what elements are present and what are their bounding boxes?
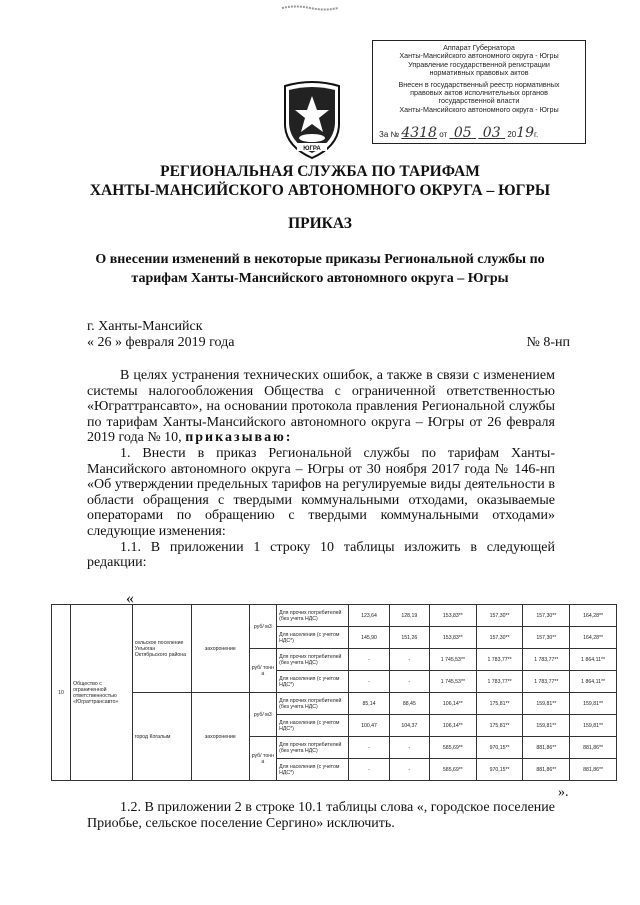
table-cell-value: 157,30**: [476, 627, 523, 649]
registration-stamp: [372, 40, 586, 144]
document-city: г. Ханты-Мансийск: [87, 319, 203, 334]
table-cell-consumer: Для населения (с учетом НДС*): [277, 671, 349, 693]
document-body-continued: [87, 800, 555, 832]
paragraph-item-1-2: 1.2. В приложении 2 в строке 10.1 таблицы слова «, городское поселение Приобье, сельское поселение Сергино» исключить.: [87, 800, 555, 831]
subject-line-1: О внесении изменений в некоторые приказы Региональной службы по: [95, 252, 545, 267]
coat-of-arms-emblem: [277, 80, 347, 160]
scan-smudge: [280, 4, 340, 12]
table-cell-value: 153,83**: [430, 627, 477, 649]
stamp-reg-number: 4318: [401, 124, 437, 141]
quote-close: ».: [558, 785, 569, 800]
table-cell-value: 881,86**: [523, 759, 570, 781]
stamp-reg-month: 03: [482, 124, 501, 141]
subject-line-2: тарифам Ханты-Мансийского автономного округа – Югры: [131, 271, 509, 286]
tariff-table: [51, 604, 617, 781]
stamp-line: Ханты-Мансийского автономного округа - Югры: [399, 51, 559, 61]
table-cell-value: 1 745,53**: [430, 671, 477, 693]
table-cell-consumer: Для населения (с учетом НДС*): [277, 627, 349, 649]
stamp-reg-suffix: г.: [534, 129, 539, 139]
table-cell-value: 123,64: [349, 605, 389, 627]
organization-line-2: ХАНТЫ-МАНСИЙСКОГО АВТОНОМНОГО ОКРУГА – ЮГРЫ: [89, 182, 551, 199]
table-cell-territory: город Когалым: [132, 693, 191, 781]
table-cell-activity: захоронение: [192, 605, 249, 693]
table-cell-row-number: 10: [52, 605, 71, 781]
quote-open: «: [126, 590, 134, 607]
table-cell-territory: сельское поселение Унъюган Октябрьского района: [132, 605, 191, 693]
table-cell-value: 159,81**: [570, 693, 617, 715]
table-cell-value: 85,14: [349, 693, 389, 715]
table-cell-value: 164,28**: [570, 605, 617, 627]
table-cell-unit: руб/ тонн а: [249, 737, 277, 781]
table-cell-value: 970,15**: [476, 759, 523, 781]
table-cell-value: -: [349, 759, 389, 781]
table-cell-value: 970,15**: [476, 737, 523, 759]
table-cell-value: 157,30**: [523, 605, 570, 627]
table-cell-value: 100,47: [349, 715, 389, 737]
table-cell-value: 1 864,11**: [570, 649, 617, 671]
table-cell-value: 1 783,77**: [523, 649, 570, 671]
table-cell-value: -: [389, 671, 429, 693]
table-row: [52, 605, 617, 627]
stamp-reg-from: от: [439, 129, 448, 139]
table-cell-value: -: [349, 737, 389, 759]
table-cell-value: 88,45: [389, 693, 429, 715]
stamp-line: нормативных правовых актов: [429, 68, 529, 78]
table-cell-value: 585,69**: [430, 759, 477, 781]
table-cell-value: 585,69**: [430, 737, 477, 759]
organization-line-1: РЕГИОНАЛЬНАЯ СЛУЖБА ПО ТАРИФАМ: [160, 163, 480, 180]
preamble-text: В целях устранения технических ошибок, а также в связи с изменением системы налогообложения Общества с ограниченной ответственностью «Юграттрансавто», на основании протокола правления Региональной службы по тарифам Ханты-Мансийского автономного округа – Югры от 26 февраля 2019 года № 10,: [87, 368, 555, 446]
table-cell-value: 164,28**: [570, 627, 617, 649]
table-cell-value: 128,19: [389, 605, 429, 627]
table-cell-value: 1 864,11**: [570, 671, 617, 693]
table-cell-value: 106,14**: [430, 693, 477, 715]
document-subject: [60, 250, 580, 288]
table-cell-consumer: Для прочих потребителей (без учета НДС): [277, 737, 349, 759]
table-cell-value: 175,81**: [476, 715, 523, 737]
paragraph-item-1-1: 1.1. В приложении 1 строку 10 таблицы изложить в следующей редакции:: [87, 539, 555, 571]
table-cell-value: 106,14**: [430, 715, 477, 737]
table-cell-value: 1 783,77**: [476, 649, 523, 671]
organization-header: [60, 162, 580, 200]
paragraph-item-1: 1. Внести в приказ Региональной службы по тарифам Ханты-Мансийского автономного округа – Югры от 30 ноября 2017 года № 146-нп «Об утверждении предельных тарифов на регулируемые виды деятельности в области обращения с твердыми коммунальными отходами, оказываемые операторами по обращению с твердыми коммунальными отходами» следующие изменения:: [87, 445, 555, 539]
table-cell-value: 881,86**: [570, 759, 617, 781]
table-cell-organization: Общество с ограниченной ответственностью «Юграттрансавто»: [71, 605, 133, 781]
stamp-registration-line: [379, 124, 581, 141]
stamp-reg-year-prefix: 20: [507, 129, 517, 139]
table-cell-value: 881,86**: [523, 737, 570, 759]
paragraph-preamble: [87, 368, 555, 446]
table-cell-unit: руб/ м3: [249, 693, 277, 737]
table-cell-value: 157,30**: [523, 627, 570, 649]
table-cell-value: 1 783,77**: [476, 671, 523, 693]
table-row: [52, 693, 617, 715]
table-cell-value: 145,90: [349, 627, 389, 649]
table-cell-value: -: [389, 759, 429, 781]
stamp-reg-year: 19: [516, 124, 535, 141]
table-cell-value: 159,81**: [570, 715, 617, 737]
table-cell-value: 151,26: [389, 627, 429, 649]
table-cell-consumer: Для прочих потребителей (без учета НДС): [277, 649, 349, 671]
stamp-reg-day: 05: [453, 124, 472, 141]
emblem-label: ЮГРА: [303, 146, 321, 152]
stamp-line: Аппарат Губернатора: [443, 43, 515, 52]
document-date: « 26 » февраля 2019 года: [87, 335, 235, 350]
table-cell-consumer: Для прочих потребителей (без учета НДС): [277, 605, 349, 627]
table-cell-value: -: [389, 737, 429, 759]
table-cell-value: -: [389, 649, 429, 671]
stamp-line: правовых актов исполнительных органов: [410, 88, 548, 98]
stamp-line: Управление государственной регистрации: [408, 59, 550, 69]
table-cell-consumer: Для населения (с учетом НДС*): [277, 759, 349, 781]
stamp-line: Внесен в государственный реестр нормативных: [398, 79, 560, 89]
table-cell-unit: руб/ тонн а: [249, 649, 277, 693]
table-cell-value: 153,83**: [430, 605, 477, 627]
table-cell-unit: руб/ м3: [249, 605, 277, 649]
table-cell-value: 1 745,53**: [430, 649, 477, 671]
table-cell-value: 157,30**: [476, 605, 523, 627]
table-cell-value: -: [349, 649, 389, 671]
document-title: ПРИКАЗ: [288, 215, 352, 232]
table-cell-value: 881,86**: [570, 737, 617, 759]
stamp-line: государственной власти: [438, 96, 520, 106]
table-cell-value: 159,81**: [523, 715, 570, 737]
table-cell-value: -: [349, 671, 389, 693]
stamp-reg-prefix: За №: [379, 129, 400, 139]
table-cell-consumer: Для населения (с учетом НДС*): [277, 715, 349, 737]
table-cell-value: 175,81**: [476, 693, 523, 715]
order-word: приказываю:: [185, 430, 293, 446]
document-body: [87, 368, 555, 571]
document-number: № 8-нп: [526, 335, 570, 350]
table-cell-value: 1 783,77**: [523, 671, 570, 693]
table-cell-activity: захоронение: [192, 693, 249, 781]
stamp-line: Ханты-Мансийского автономного округа - Югры: [399, 104, 559, 114]
table-cell-value: 104,37: [389, 715, 429, 737]
table-cell-consumer: Для прочих потребителей (без учета НДС): [277, 693, 349, 715]
table-cell-value: 159,81**: [523, 693, 570, 715]
